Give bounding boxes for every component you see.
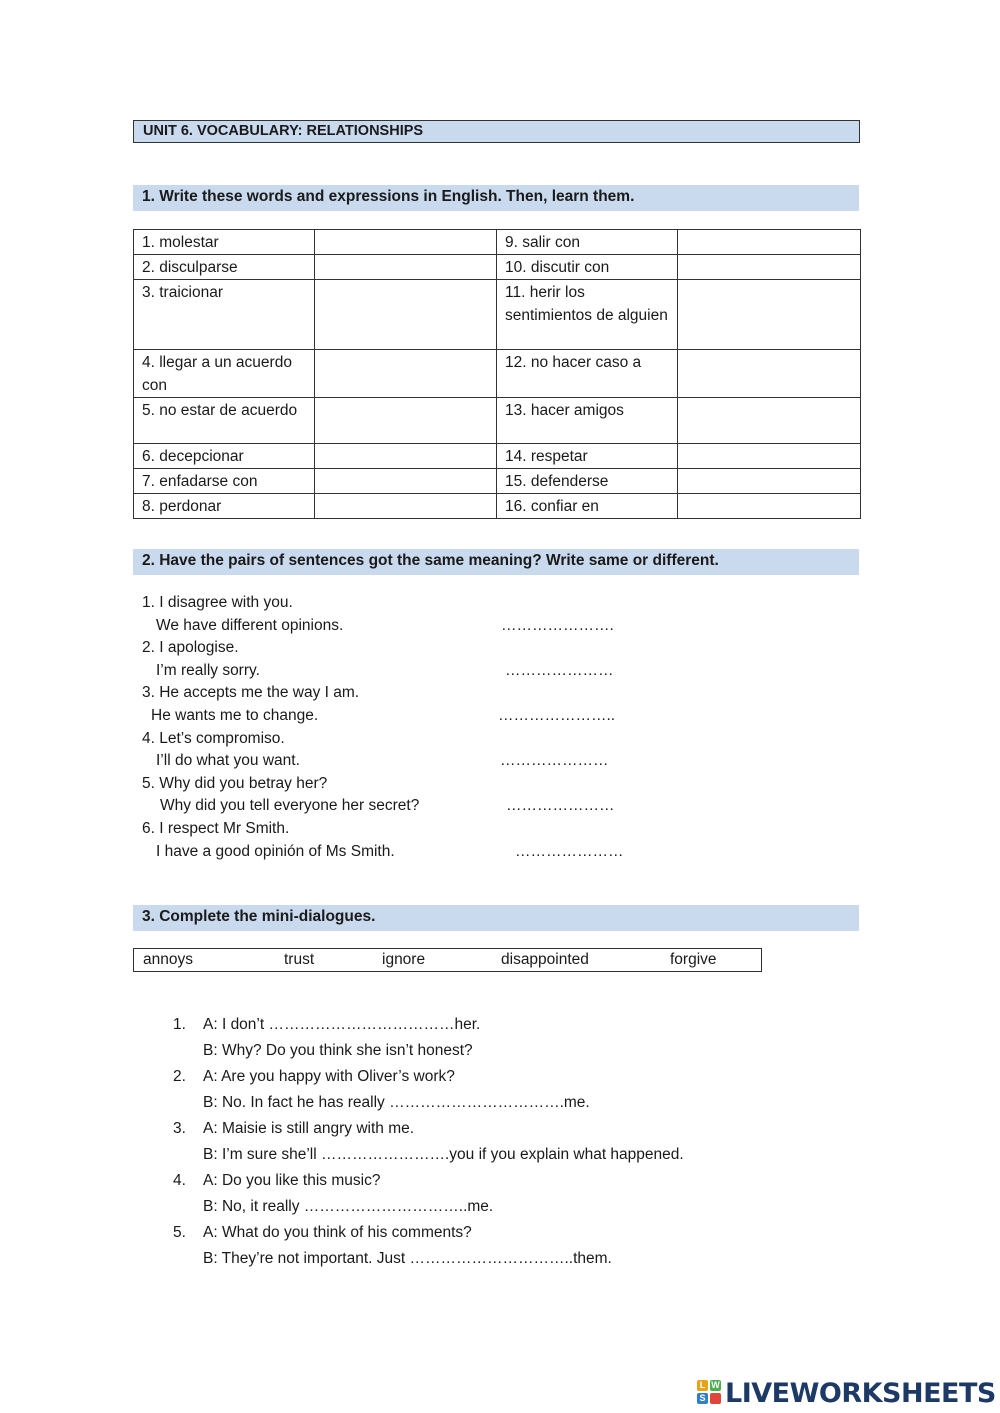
spanish-term: 2. disculparse [134, 255, 315, 280]
logo-tile: L [697, 1380, 708, 1391]
list-item [142, 750, 742, 773]
spanish-term: 7. enfadarse con [134, 469, 315, 494]
spanish-term: 5. no estar de acuerdo [134, 398, 315, 444]
list-item [142, 615, 742, 638]
spanish-term: 13. hacer amigos [497, 398, 678, 444]
dialogue-text: A: What do you think of his comments? [203, 1224, 472, 1241]
spanish-term: 9. salir con [497, 230, 678, 255]
list-item [142, 682, 742, 705]
answer-blank[interactable]: ………………… [505, 661, 614, 679]
word-bank-item: forgive [670, 951, 717, 968]
answer-blank[interactable]: ………………… [500, 752, 609, 770]
table-row [134, 255, 861, 280]
spanish-term: 11. herir los sentimientos de alguien [497, 280, 678, 350]
spanish-term: 6. decepcionar [134, 444, 315, 469]
liveworksheets-logo-icon [697, 1380, 723, 1406]
spanish-term: 12. no hacer caso a [497, 350, 678, 398]
answer-cell[interactable] [315, 350, 497, 398]
section-3-heading: 3. Complete the mini-dialogues. [133, 905, 859, 931]
dialogue-text: A: Do you like this music? [203, 1172, 381, 1189]
answer-cell[interactable] [315, 398, 497, 444]
sentence-first: 1. I disagree with you. [142, 594, 293, 611]
word-bank-item: trust [284, 951, 315, 968]
answer-blank[interactable]: ………………… [515, 842, 624, 860]
answer-cell[interactable] [315, 444, 497, 469]
word-bank-item: ignore [382, 951, 426, 968]
answer-cell[interactable] [678, 398, 861, 444]
list-item [142, 637, 742, 660]
list-item [142, 795, 742, 818]
spanish-term: 14. respetar [497, 444, 678, 469]
sentence-second: I have a good opinión of Ms Smith. [156, 842, 395, 860]
spanish-term: 16. confiar en [497, 494, 678, 519]
answer-cell[interactable] [678, 255, 861, 280]
sentence-pairs-list [142, 592, 742, 863]
spanish-term: 1. molestar [134, 230, 315, 255]
answer-cell[interactable] [315, 469, 497, 494]
spanish-term: 3. traicionar [134, 280, 315, 350]
vocabulary-table [133, 229, 861, 519]
answer-cell[interactable] [678, 350, 861, 398]
spanish-term: 8. perdonar [134, 494, 315, 519]
liveworksheets-logo[interactable] [697, 1376, 996, 1410]
answer-cell[interactable] [678, 280, 861, 350]
sentence-first: 5. Why did you betray her? [142, 774, 328, 792]
logo-text: LIVEWORKSHEETS [725, 1377, 996, 1409]
table-row [134, 444, 861, 469]
sentence-second: I’ll do what you want. [156, 752, 300, 770]
sentence-second: He wants me to change. [151, 706, 319, 724]
answer-cell[interactable] [678, 230, 861, 255]
dialogue-text: A: Are you happy with Oliver’s work? [203, 1068, 455, 1085]
sentence-first: 3. He accepts me the way I am. [142, 684, 360, 702]
dialogue-text[interactable]: A: I don’t ………………………………her. [203, 1016, 481, 1033]
section-1-heading: 1. Write these words and expressions in English. Then, learn them. [133, 185, 859, 211]
list-item [142, 728, 742, 751]
unit-title: UNIT 6. VOCABULARY: RELATIONSHIPS [133, 120, 860, 143]
dialogue-text[interactable]: B: No. In fact he has really …………………………….me. [203, 1094, 590, 1111]
dialogue-number: 3. [173, 1120, 186, 1137]
sentence-second: We have different opinions. [156, 616, 344, 634]
answer-cell[interactable] [315, 280, 497, 350]
spanish-term: 4. llegar a un acuerdo con [134, 350, 315, 398]
list-item [142, 773, 742, 796]
table-row [134, 469, 861, 494]
list-item [142, 660, 742, 683]
logo-tile: W [711, 1380, 720, 1390]
list-item [142, 841, 742, 864]
logo-tile: S [697, 1393, 708, 1404]
logo-tile [710, 1393, 721, 1404]
sentence-first: 4. Let’s compromiso. [142, 729, 285, 747]
table-row [134, 280, 861, 350]
answer-cell[interactable] [315, 494, 497, 519]
dialogue-text[interactable]: B: I’m sure she’ll …………………….you if you explain what happened. [203, 1146, 684, 1163]
spanish-term: 10. discutir con [497, 255, 678, 280]
word-bank-item: annoys [143, 951, 193, 968]
answer-blank[interactable]: ………………….. [498, 706, 616, 724]
dialogue-text: A: Maisie is still angry with me. [203, 1120, 415, 1137]
spanish-term: 15. defenderse [497, 469, 678, 494]
table-row [134, 350, 861, 398]
dialogue-number: 5. [173, 1224, 186, 1241]
dialogue-number: 4. [173, 1172, 186, 1189]
table-row [134, 230, 861, 255]
dialogue-text[interactable]: B: No, it really …………………………..me. [203, 1198, 494, 1215]
table-row [134, 398, 861, 444]
list-item [142, 705, 742, 728]
dialogue-number: 1. [173, 1016, 186, 1033]
list-item [142, 818, 742, 841]
sentence-second: Why did you tell everyone her secret? [160, 797, 420, 815]
answer-blank[interactable]: ………………… [506, 797, 615, 815]
sentence-second: I’m really sorry. [156, 661, 260, 679]
answer-cell[interactable] [678, 494, 861, 519]
answer-blank[interactable]: …………………. [501, 616, 614, 634]
dialogue-text[interactable]: B: They’re not important. Just …………………………..them. [203, 1250, 612, 1267]
list-item [142, 592, 742, 615]
section-2-heading: 2. Have the pairs of sentences got the same meaning? Write same or different. [133, 549, 859, 575]
table-row [134, 494, 861, 519]
word-bank-item: disappointed [501, 951, 589, 968]
answer-cell[interactable] [315, 230, 497, 255]
dialogue-text: B: Why? Do you think she isn’t honest? [203, 1042, 473, 1059]
sentence-first: 6. I respect Mr Smith. [142, 819, 290, 837]
answer-cell[interactable] [678, 469, 861, 494]
dialogue-number: 2. [173, 1068, 186, 1085]
answer-cell[interactable] [678, 444, 861, 469]
word-bank [133, 948, 762, 972]
sentence-first: 2. I apologise. [142, 639, 239, 657]
answer-cell[interactable] [315, 255, 497, 280]
